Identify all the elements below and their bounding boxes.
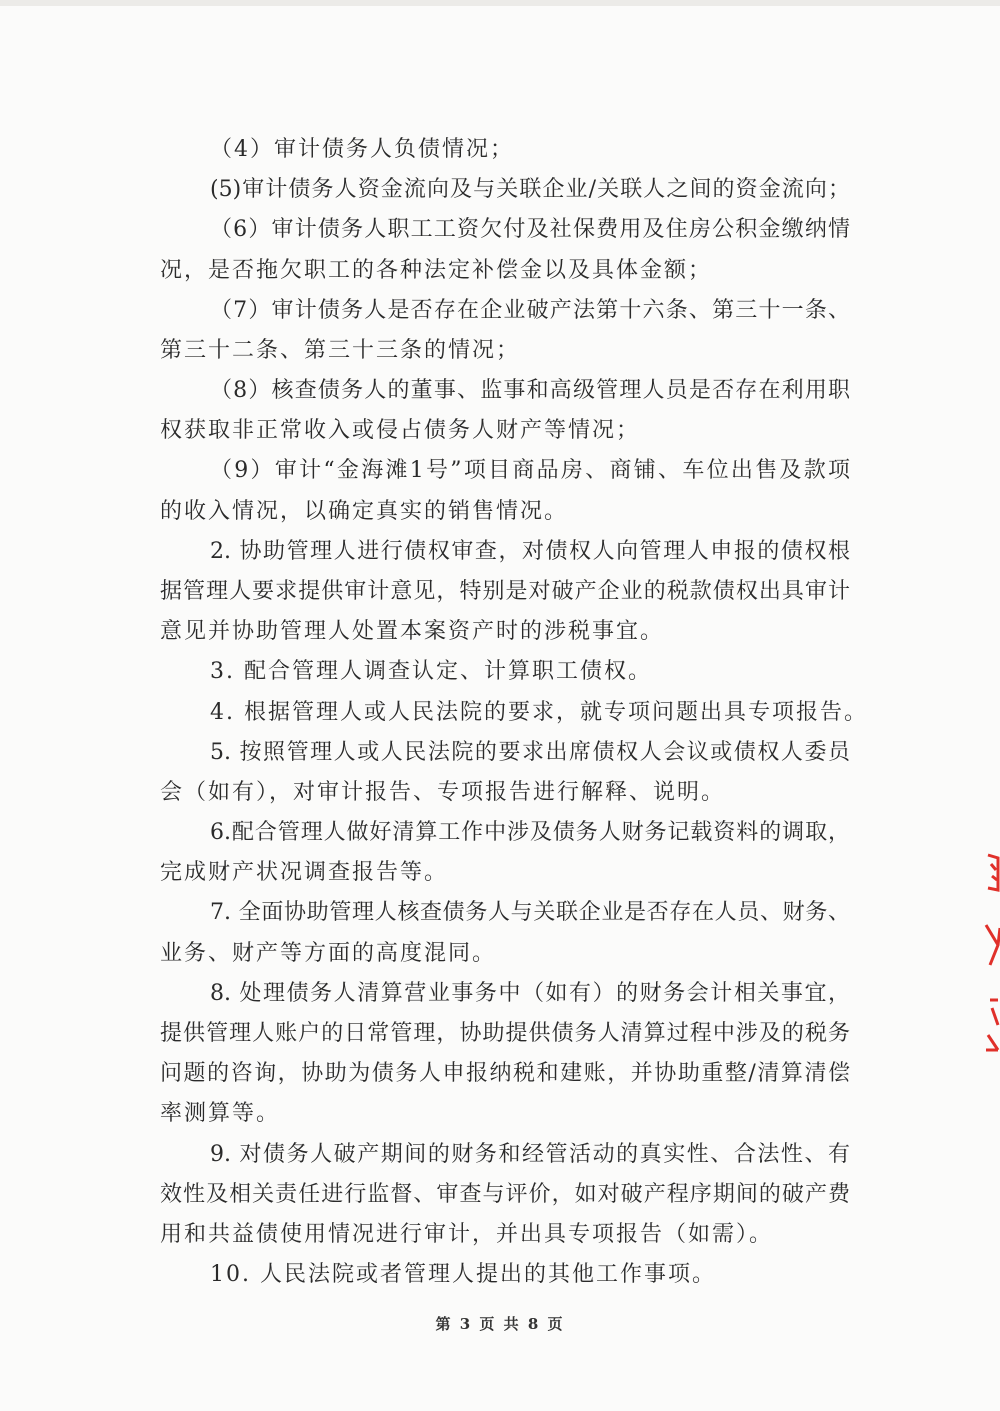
- text-line: 6.配合管理人做好清算工作中涉及债务人财务记载资料的调取，: [210, 820, 850, 846]
- text-line: 提供管理人账户的日常管理，协助提供债务人清算过程中涉及的税务: [160, 1020, 850, 1046]
- text-line: 8. 处理债务人清算营业事务中（如有）的财务会计相关事宜，: [210, 980, 850, 1006]
- scan-edge: [0, 0, 1000, 6]
- text-line: 意见并协助管理人处置本案资产时的涉税事宜。: [160, 619, 665, 645]
- text-line: 据管理人要求提供审计意见，特别是对破产企业的税款债权出具审计: [160, 578, 850, 604]
- text-line: 3. 配合管理人调查认定、计算职工债权。: [210, 659, 652, 685]
- text-line: 完成财产状况调查报告等。: [160, 860, 449, 886]
- text-line: 权获取非正常收入或侵占债务人财产等情况；: [160, 418, 641, 444]
- text-line: 7. 全面协助管理人核查债务人与关联企业是否存在人员、财务、: [210, 900, 850, 926]
- text-line: 效性及相关责任进行监督、审查与评价，如对破产程序期间的破产费: [160, 1181, 850, 1207]
- text-line: 会（如有），对审计报告、专项报告进行解释、说明。: [160, 779, 726, 805]
- text-line: （6）审计债务人职工工资欠付及社保费用及住房公积金缴纳情: [210, 217, 850, 243]
- text-line: (5)审计债务人资金流向及与关联企业/关联人之间的资金流向；: [210, 177, 850, 203]
- text-line: （8）核查债务人的董事、监事和高级管理人员是否存在利用职: [210, 378, 850, 404]
- text-line: 况，是否拖欠职工的各种法定补偿金以及具体金额；: [160, 257, 713, 283]
- text-line: 2. 协助管理人进行债权审查，对债权人向管理人申报的债权根: [210, 538, 850, 564]
- text-line: （4）审计债务人负债情况；: [210, 137, 514, 162]
- text-line: 率测算等。: [160, 1101, 281, 1127]
- text-line: 用和共益债使用情况进行审计，并出具专项报告（如需）。: [160, 1221, 774, 1247]
- text-line: 问题的咨询，协助为债务人申报纳税和建账，并协助重整/清算清偿: [160, 1061, 850, 1087]
- text-line: 业务、财产等方面的高度混同。: [160, 940, 497, 966]
- text-line: （9）审计“金海滩1号”项目商品房、商铺、车位出售及款项: [210, 458, 850, 484]
- text-line: （7）审计债务人是否存在企业破产法第十六条、第三十一条、: [210, 297, 850, 323]
- text-line: 第三十二条、第三十三条的情况；: [160, 337, 521, 363]
- text-line: 4. 根据管理人或人民法院的要求，就专项问题出具专项报告。: [210, 699, 868, 725]
- page-number: 第 3 页 共 8 页: [435, 1315, 565, 1333]
- text-line: 的收入情况，以确定真实的销售情况。: [160, 498, 569, 524]
- red-seal-stamp-fragment: [982, 850, 1000, 1060]
- text-line: 9. 对债务人破产期间的财务和经管活动的真实性、合法性、有: [210, 1141, 850, 1167]
- text-line: 10. 人民法院或者管理人提出的其他工作事项。: [210, 1262, 716, 1288]
- text-line: 5. 按照管理人或人民法院的要求出席债权人会议或债权人委员: [210, 739, 850, 765]
